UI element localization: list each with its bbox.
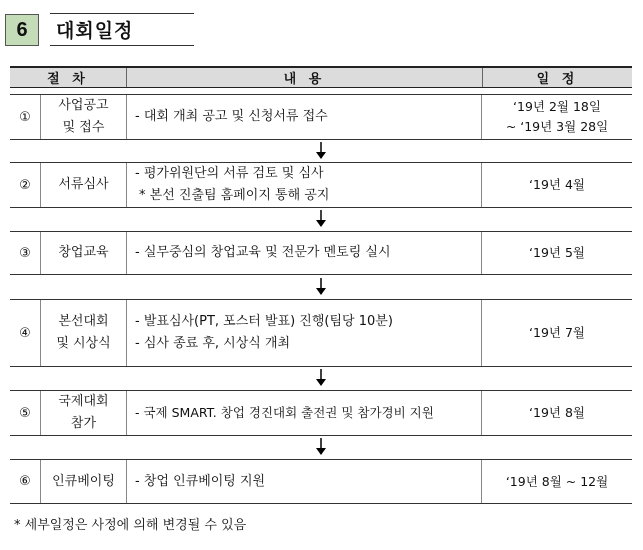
step-line: 및 접수 [62,120,105,135]
row-content [127,391,482,435]
row-content [127,232,482,274]
table-row [10,299,632,367]
row-content [127,163,482,207]
footnote: * 세부일정은 사정에 의해 변경될 수 있음 [14,518,247,533]
row-number: ③ [10,232,41,274]
schedule-line: ‘19년 8월 [529,405,585,420]
row-number: ④ [10,300,41,366]
schedule-line: ‘19년 5월 [529,245,585,260]
column-header-schedule: 일 정 [536,72,579,87]
content-line: - 평가위원단의 서류 검토 및 심사 [135,166,324,181]
row-number: ② [10,163,41,207]
column-header-step: 절 차 [10,68,127,87]
step-line: 서류심사 [58,177,109,192]
step-line: 참가 [70,416,97,431]
table-row [10,162,632,208]
down-arrow-icon [311,142,331,160]
table-row [10,459,632,504]
schedule-line: ‘19년 2월 18일 [513,99,601,114]
content-line: - 대회 개최 공고 및 신청서류 접수 [135,109,328,124]
section-title: 대회일정 [56,20,134,42]
row-step [41,460,127,503]
row-step [41,95,127,139]
row-schedule [482,232,632,274]
row-number: ⑥ [10,460,41,503]
row-step [41,300,127,366]
row-step [41,391,127,435]
table-row [10,231,632,275]
step-line: 국제대회 [58,394,109,409]
schedule-line: ~ ‘19년 3월 28일 [505,119,609,134]
row-step [41,163,127,207]
step-line: 본선대회 [58,314,109,329]
row-schedule [482,460,632,503]
title-bottom-rule [50,45,194,46]
table-row [10,390,632,436]
content-line: - 발표심사(PT, 포스터 발표) 진행(팀당 10분) [135,314,393,329]
table-header [10,66,632,88]
step-line: 창업교육 [58,245,109,260]
row-content [127,460,482,503]
down-arrow-icon [311,278,331,296]
row-number: ① [10,95,41,139]
content-line: - 창업 인큐베이팅 지원 [135,473,266,489]
content-line: - 실무중심의 창업교육 및 전문가 멘토링 실시 [135,245,391,260]
down-arrow-icon [311,369,331,387]
row-schedule [482,95,632,139]
content-line: - 국제 SMART. 창업 경진대회 출전권 및 참가경비 지원 [135,405,434,420]
row-step [41,232,127,274]
schedule-line: ‘19년 4월 [529,177,585,192]
content-note-line: * 본선 진출팀 홈페이지 통해 공지 [139,188,330,203]
row-schedule [482,163,632,207]
column-header-content: 내 용 [127,68,483,87]
step-line: 및 시상식 [56,336,111,351]
row-content [127,95,482,139]
row-number: ⑤ [10,391,41,435]
schedule-line: ‘19년 8월 ~ 12월 [505,473,609,489]
table-row [10,94,632,140]
section-number-badge: 6 [5,14,39,46]
row-content [127,300,482,366]
step-line: 사업공고 [58,98,109,113]
title-top-rule [50,13,194,14]
row-schedule [482,300,632,366]
down-arrow-icon [311,210,331,228]
row-schedule [482,391,632,435]
schedule-line: ‘19년 7월 [529,325,585,340]
down-arrow-icon [311,438,331,456]
content-line: - 심사 종료 후, 시상식 개최 [135,336,291,351]
step-line: 인큐베이팅 [52,473,115,489]
